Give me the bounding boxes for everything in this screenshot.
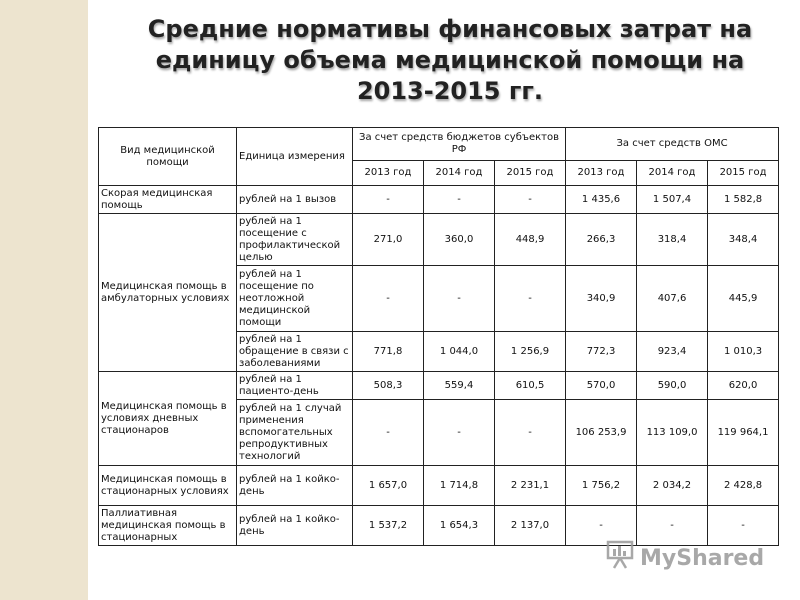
unit-cell: рублей на 1 посещение по неотложной медицинской помощи (237, 266, 353, 332)
header-oms-funding: За счет средств ОМС (566, 128, 779, 161)
value-cell: - (353, 400, 424, 466)
value-cell: - (424, 186, 495, 214)
value-cell: - (495, 400, 566, 466)
unit-cell: рублей на 1 случай применения вспомогательных репродуктивных технологий (237, 400, 353, 466)
value-cell: - (566, 506, 637, 546)
care-type-cell: Медицинская помощь в амбулаторных условиях (99, 214, 237, 372)
watermark-logo (606, 540, 776, 576)
value-cell: 2 137,0 (495, 506, 566, 546)
header-year: 2015 год (708, 161, 779, 186)
value-cell: 106 253,9 (566, 400, 637, 466)
value-cell: - (424, 400, 495, 466)
table-row (99, 214, 779, 266)
presentation-board-icon (606, 540, 634, 576)
header-year: 2014 год (637, 161, 708, 186)
value-cell: 1 256,9 (495, 332, 566, 372)
value-cell: 508,3 (353, 372, 424, 400)
financial-norms-table (98, 127, 779, 546)
value-cell: - (495, 266, 566, 332)
value-cell: 771,8 (353, 332, 424, 372)
value-cell: 1 657,0 (353, 466, 424, 506)
value-cell: 570,0 (566, 372, 637, 400)
header-year: 2013 год (566, 161, 637, 186)
value-cell: 318,4 (637, 214, 708, 266)
value-cell: 360,0 (424, 214, 495, 266)
care-type-cell: Паллиативная медицинская помощь в стационарных (99, 506, 237, 546)
value-cell: - (424, 266, 495, 332)
value-cell: - (353, 266, 424, 332)
table-row (99, 466, 779, 506)
value-cell: 2 034,2 (637, 466, 708, 506)
value-cell: 113 109,0 (637, 400, 708, 466)
value-cell: 1 756,2 (566, 466, 637, 506)
value-cell: 340,9 (566, 266, 637, 332)
table-row (99, 372, 779, 400)
value-cell: 1 044,0 (424, 332, 495, 372)
watermark-text: MyShared (640, 545, 765, 571)
value-cell: 445,9 (708, 266, 779, 332)
value-cell: 2 428,8 (708, 466, 779, 506)
value-cell: 119 964,1 (708, 400, 779, 466)
value-cell: - (637, 506, 708, 546)
value-cell: 448,9 (495, 214, 566, 266)
slide-title: Средние нормативы финансовых затрат на единицу объема медицинской помощи на 2013-2015 гг. (147, 15, 753, 105)
value-cell: 1 435,6 (566, 186, 637, 214)
value-cell: 1 654,3 (424, 506, 495, 546)
care-type-cell: Скорая медицинская помощь (99, 186, 237, 214)
value-cell: 1 010,3 (708, 332, 779, 372)
header-care-type: Вид медицинской помощи (99, 128, 237, 186)
unit-cell: рублей на 1 пациенто-день (237, 372, 353, 400)
decorative-side-band (0, 0, 88, 600)
header-budget-funding: За счет средств бюджетов субъектов РФ (353, 128, 566, 161)
value-cell: 772,3 (566, 332, 637, 372)
unit-cell: рублей на 1 койко-день (237, 506, 353, 546)
value-cell: 1 582,8 (708, 186, 779, 214)
care-type-cell: Медицинская помощь в стационарных условиях (99, 466, 237, 506)
value-cell: 2 231,1 (495, 466, 566, 506)
value-cell: 271,0 (353, 214, 424, 266)
unit-cell: рублей на 1 обращение в связи с заболеваниями (237, 332, 353, 372)
value-cell: 266,3 (566, 214, 637, 266)
table-row (99, 186, 779, 214)
unit-cell: рублей на 1 койко-день (237, 466, 353, 506)
value-cell: 923,4 (637, 332, 708, 372)
value-cell: 620,0 (708, 372, 779, 400)
value-cell: 348,4 (708, 214, 779, 266)
value-cell: 407,6 (637, 266, 708, 332)
unit-cell: рублей на 1 вызов (237, 186, 353, 214)
value-cell: 1 507,4 (637, 186, 708, 214)
value-cell: - (353, 186, 424, 214)
value-cell: 1 714,8 (424, 466, 495, 506)
value-cell: 590,0 (637, 372, 708, 400)
value-cell: - (495, 186, 566, 214)
header-year: 2013 год (353, 161, 424, 186)
header-year: 2015 год (495, 161, 566, 186)
care-type-cell: Медицинская помощь в условиях дневных стационаров (99, 372, 237, 466)
value-cell: 559,4 (424, 372, 495, 400)
header-year: 2014 год (424, 161, 495, 186)
unit-cell: рублей на 1 посещение с профилактической целью (237, 214, 353, 266)
value-cell: 1 537,2 (353, 506, 424, 546)
header-row-1 (99, 128, 779, 161)
value-cell: - (708, 506, 779, 546)
value-cell: 610,5 (495, 372, 566, 400)
header-unit: Единица измерения (237, 128, 353, 186)
